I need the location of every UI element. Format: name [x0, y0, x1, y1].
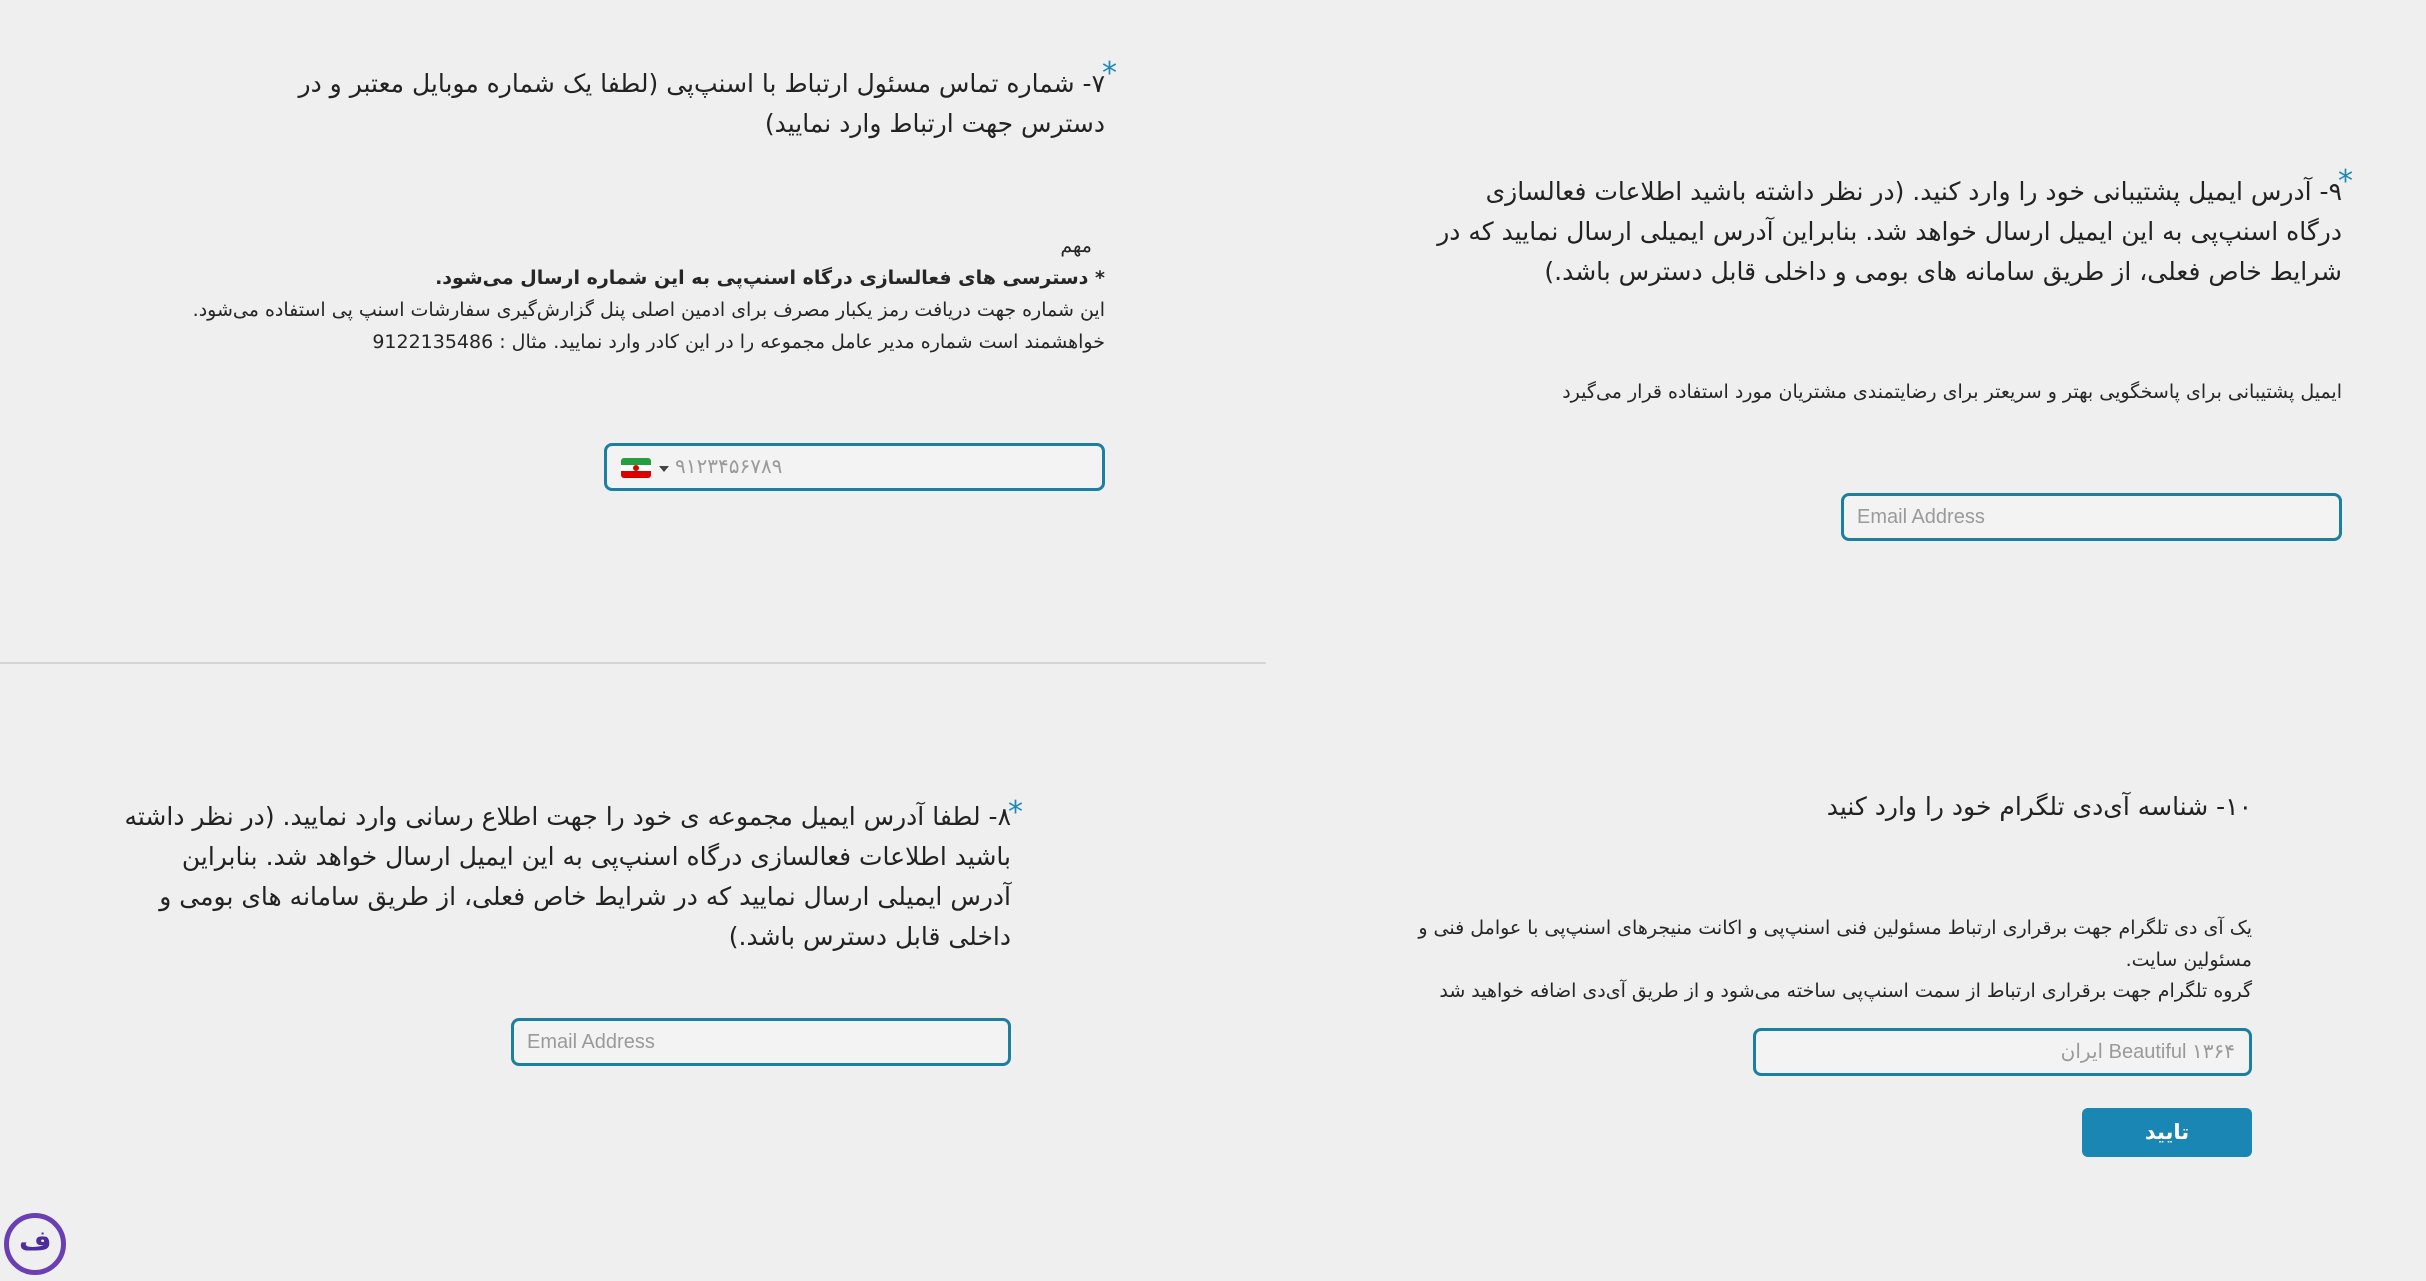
q10-title: ۱۰- شناسه آی‌دی تلگرام خود را وارد کنید — [1826, 792, 2252, 821]
support-email-field[interactable] — [1841, 493, 2342, 541]
q7-note-line1: این شماره جهت دریافت رمز یکبار مصرف برای ادمین اصلی پنل گزارش‌گیری سفارشات اسنپ پی استفاده می‌شود. — [192, 299, 1105, 321]
q7-note-label: مهم — [1060, 235, 1092, 257]
q9-title: ۹- آدرس ایمیل پشتیبانی خود را وارد کنید. (در نظر داشته باشید اطلاعات فعالسازی درگاه اسنپ‌پی به این ایمیل ارسال خواهد شد. بنابراین آدرس ایمیلی ارسال نمایید که در شرایط خاص فعلی، از طریق سامانه های بومی و داخلی قابل دسترس باشد.) — [1437, 177, 2342, 286]
brand-logo-icon[interactable] — [4, 1213, 66, 1275]
required-asterisk: * — [1102, 56, 1117, 91]
telegram-id-input[interactable] — [1756, 1031, 2249, 1073]
q9-description: ایمیل پشتیبانی برای پاسخگویی بهتر و سریعتر برای رضایتمندی مشتریان مورد استفاده قرار می‌گیرد — [1562, 381, 2342, 403]
q7-title: ۷- شماره تماس مسئول ارتباط با اسنپ‌پی (لطفا یک شماره موبایل معتبر و در دسترس جهت ارتباط وارد نمایید) — [298, 69, 1105, 138]
q10-description2: گروه تلگرام جهت برقراری ارتباط از سمت اسنپ‌پی ساخته می‌شود و از طریق آی‌دی اضافه خواهید شد — [1439, 980, 2252, 1002]
q8-title: ۸- لطفا آدرس ایمیل مجموعه ی خود را جهت اطلاع رسانی وارد نمایید. (در نظر داشته باشید اطلاعات فعالسازی درگاه اسنپ‌پی به این ایمیل ارسال خواهد شد. بنابراین آدرس ایمیلی ارسال نمایید که در شرایط خاص فعلی، از طریق سامانه های بومی و داخلی قابل دسترس باشد.) — [124, 802, 1011, 951]
brand-logo-text: ف — [19, 1224, 52, 1257]
phone-field[interactable] — [604, 443, 1105, 491]
q7-note-line2: خواهشمند است شماره مدیر عامل مجموعه را در این کادر وارد نمایید. مثال : 9122135486 — [372, 331, 1105, 353]
support-email-input[interactable] — [1844, 496, 2339, 538]
company-email-input[interactable] — [514, 1021, 1008, 1063]
company-email-field[interactable] — [511, 1018, 1011, 1066]
section-divider — [0, 662, 1266, 664]
q7-note-bold: * دسترسی های فعالسازی درگاه اسنپ‌پی به این شماره ارسال می‌شود. — [435, 267, 1105, 289]
submit-button[interactable]: تایید — [2082, 1108, 2252, 1157]
q10-description1: یک آی دی تلگرام جهت برقراری ارتباط مسئولین فنی اسنپ‌پی و اکانت منیجرهای اسنپ‌پی با عوامل فنی و مسئولین سایت. — [1418, 917, 2252, 971]
telegram-id-field[interactable] — [1753, 1028, 2252, 1076]
required-asterisk: * — [2338, 164, 2353, 199]
required-asterisk: * — [1008, 795, 1023, 830]
phone-input[interactable] — [607, 446, 1102, 488]
